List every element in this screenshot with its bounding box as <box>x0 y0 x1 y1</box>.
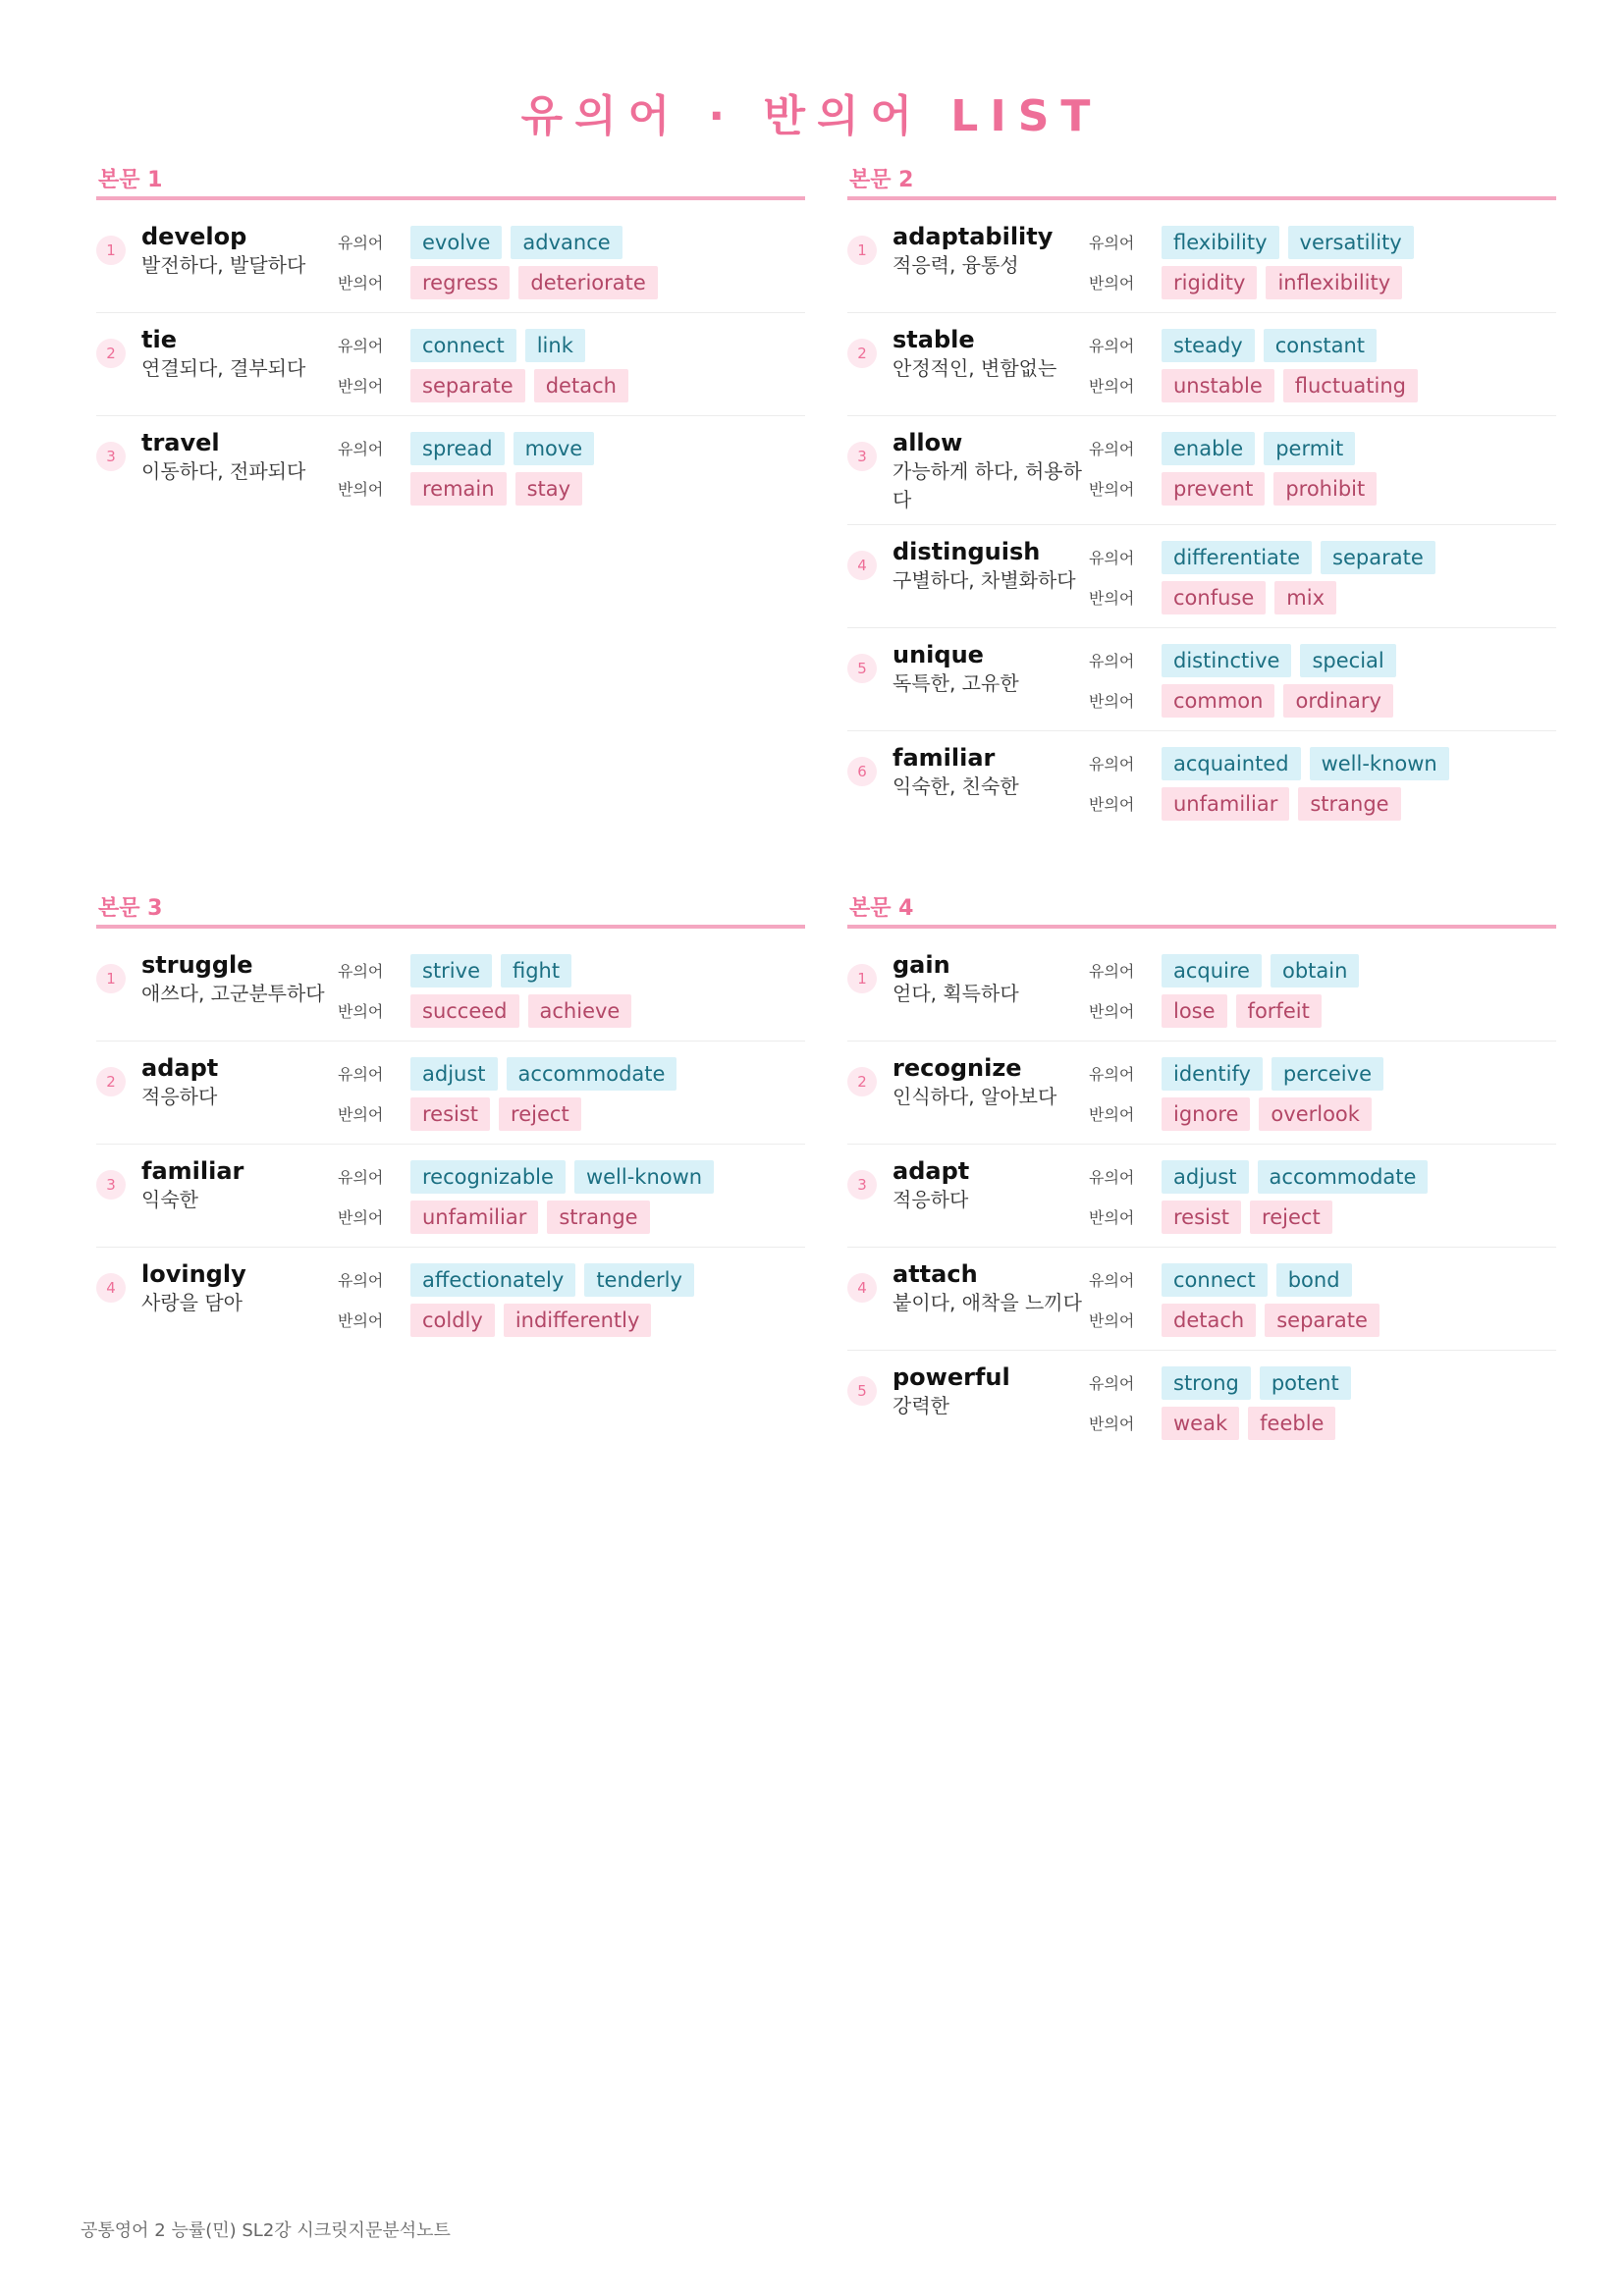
relations-column <box>1089 325 1556 405</box>
synonym-label: 유의어 <box>338 1271 384 1290</box>
vocab-entry <box>96 1041 805 1145</box>
antonym-chip: achieve <box>528 994 632 1028</box>
word-column <box>141 222 338 280</box>
word-column <box>893 950 1089 1008</box>
antonym-chip: lose <box>1162 994 1227 1028</box>
synonym-chip: constant <box>1264 329 1377 362</box>
vocab-word: distinguish <box>893 538 1041 565</box>
antonym-label: 반의어 <box>338 274 384 293</box>
antonym-chip: succeed <box>410 994 519 1028</box>
entry-number-badge: 1 <box>96 964 126 993</box>
antonym-chip: weak <box>1162 1407 1239 1440</box>
word-column <box>141 950 338 1008</box>
synonym-chip: bond <box>1276 1263 1352 1297</box>
section-1 <box>96 165 805 518</box>
word-column <box>893 325 1089 383</box>
synonym-chip: move <box>514 432 595 465</box>
synonym-chip: separate <box>1321 541 1435 574</box>
relations-column <box>1089 1156 1556 1237</box>
antonym-chip: indifferently <box>504 1304 652 1337</box>
antonym-chip: reject <box>499 1097 581 1131</box>
vocab-word: lovingly <box>141 1260 246 1288</box>
synonym-label: 유의어 <box>1089 652 1135 670</box>
vocab-entry <box>96 313 805 416</box>
vocab-entry <box>96 210 805 313</box>
synonym-label: 유의어 <box>1089 755 1135 774</box>
relations-column <box>1089 640 1556 721</box>
antonym-chip: resist <box>1162 1201 1241 1234</box>
relations-column <box>338 950 805 1031</box>
antonym-chip: common <box>1162 684 1274 718</box>
relations-column <box>1089 222 1556 302</box>
synonym-chip: connect <box>1162 1263 1268 1297</box>
synonym-chip: distinctive <box>1162 644 1291 677</box>
synonym-chip: enable <box>1162 432 1255 465</box>
synonym-label: 유의어 <box>338 962 384 981</box>
synonym-label: 유의어 <box>1089 234 1135 252</box>
synonym-chip: adjust <box>1162 1160 1249 1194</box>
synonym-label: 유의어 <box>1089 337 1135 355</box>
entry-number-badge: 4 <box>847 1273 877 1303</box>
antonym-row <box>1089 680 1556 721</box>
footer-text: 공통영어 2 능률(민) SL2강 시크릿지문분석노트 <box>81 2220 451 2241</box>
antonym-row <box>338 365 805 405</box>
vocab-word: stable <box>893 326 975 353</box>
antonym-label: 반의어 <box>1089 480 1135 499</box>
section-heading: 본문 2 <box>847 165 1556 200</box>
synonym-row <box>338 950 805 990</box>
antonym-row <box>338 1094 805 1134</box>
section-2 <box>847 165 1556 833</box>
synonym-chip: spread <box>410 432 505 465</box>
antonym-label: 반의어 <box>1089 274 1135 293</box>
entry-number-badge: 5 <box>847 654 877 683</box>
korean-meaning: 애쓰다, 고군분투하다 <box>141 982 325 1005</box>
entry-list <box>847 200 1556 833</box>
synonym-chip: affectionately <box>410 1263 575 1297</box>
synonym-row <box>1089 428 1556 468</box>
korean-meaning: 적응하다 <box>141 1085 218 1108</box>
word-column <box>893 743 1089 801</box>
entry-number-badge: 2 <box>847 339 877 368</box>
synonym-chip: strive <box>410 954 492 988</box>
vocab-word: familiar <box>893 744 996 772</box>
antonym-chip: resist <box>410 1097 490 1131</box>
antonym-row <box>1089 1197 1556 1237</box>
korean-meaning: 독특한, 고유한 <box>893 671 1019 695</box>
vocab-entry <box>96 1145 805 1248</box>
antonym-row <box>1089 577 1556 617</box>
relations-column <box>1089 950 1556 1031</box>
antonym-label: 반의어 <box>338 480 384 499</box>
synonym-chip: strong <box>1162 1366 1251 1400</box>
synonym-row <box>1089 325 1556 365</box>
synonym-chip: well-known <box>1310 747 1449 780</box>
section-4 <box>847 893 1556 1453</box>
synonym-chip: permit <box>1264 432 1355 465</box>
relations-column <box>1089 1053 1556 1134</box>
antonym-chip: mix <box>1274 581 1336 614</box>
entry-number-badge: 2 <box>847 1067 877 1096</box>
entry-number-badge: 2 <box>96 1067 126 1096</box>
synonym-row <box>1089 537 1556 577</box>
korean-meaning: 인식하다, 알아보다 <box>893 1085 1057 1108</box>
synonym-row <box>1089 1053 1556 1094</box>
entry-number-badge: 3 <box>96 1170 126 1200</box>
entry-number-badge: 3 <box>847 442 877 471</box>
synonym-chip: steady <box>1162 329 1255 362</box>
relations-column <box>338 222 805 302</box>
word-column <box>893 1259 1089 1317</box>
korean-meaning: 사랑을 담아 <box>141 1291 243 1314</box>
antonym-row <box>1089 1094 1556 1134</box>
vocab-entry <box>96 1248 805 1350</box>
synonym-label: 유의어 <box>338 440 384 458</box>
word-column <box>141 1259 338 1317</box>
korean-meaning: 이동하다, 전파되다 <box>141 459 306 483</box>
antonym-row <box>338 1300 805 1340</box>
relations-column <box>338 1053 805 1134</box>
synonym-label: 유의어 <box>338 1168 384 1187</box>
synonym-row <box>1089 1156 1556 1197</box>
synonym-chip: connect <box>410 329 516 362</box>
synonym-row <box>1089 743 1556 783</box>
synonym-label: 유의어 <box>1089 1168 1135 1187</box>
vocab-word: adapt <box>893 1157 970 1185</box>
synonym-chip: link <box>525 329 585 362</box>
entry-number-badge: 4 <box>847 551 877 580</box>
antonym-row <box>338 1197 805 1237</box>
word-column <box>893 1362 1089 1420</box>
synonym-chip: recognizable <box>410 1160 566 1194</box>
entry-number-badge: 3 <box>96 442 126 471</box>
korean-meaning: 강력한 <box>893 1394 949 1417</box>
vocab-entry <box>847 1248 1556 1351</box>
entry-number-badge: 2 <box>96 339 126 368</box>
synonym-chip: accommodate <box>507 1057 677 1091</box>
korean-meaning: 익숙한, 친숙한 <box>893 774 1019 798</box>
synonym-label: 유의어 <box>1089 1374 1135 1393</box>
korean-meaning: 가능하게 하다, 허용하다 <box>893 459 1082 511</box>
word-column <box>893 640 1089 698</box>
synonym-chip: accommodate <box>1258 1160 1429 1194</box>
antonym-chip: prohibit <box>1273 472 1377 506</box>
relations-column <box>1089 1259 1556 1340</box>
vocab-entry <box>847 1041 1556 1145</box>
relations-column <box>338 428 805 508</box>
entry-number-badge: 6 <box>847 757 877 786</box>
section-heading: 본문 1 <box>96 165 805 200</box>
synonym-chip: acquire <box>1162 954 1262 988</box>
antonym-chip: remain <box>410 472 507 506</box>
antonym-chip: separate <box>410 369 525 402</box>
word-column <box>141 428 338 486</box>
synonym-label: 유의어 <box>1089 1065 1135 1084</box>
antonym-chip: detach <box>1162 1304 1256 1337</box>
korean-meaning: 붙이다, 애착을 느끼다 <box>893 1291 1082 1314</box>
antonym-row <box>1089 262 1556 302</box>
synonym-row <box>338 1156 805 1197</box>
relations-column <box>1089 428 1556 508</box>
word-column <box>893 1053 1089 1111</box>
antonym-chip: unstable <box>1162 369 1274 402</box>
synonym-row <box>338 325 805 365</box>
entry-list <box>96 200 805 518</box>
antonym-chip: forfeit <box>1236 994 1322 1028</box>
synonym-row <box>338 1259 805 1300</box>
antonym-chip: stay <box>515 472 582 506</box>
entry-number-badge: 1 <box>847 236 877 265</box>
synonym-row <box>338 1053 805 1094</box>
antonym-chip: regress <box>410 266 510 299</box>
vocab-entry <box>847 938 1556 1041</box>
synonym-chip: potent <box>1260 1366 1351 1400</box>
antonym-row <box>338 990 805 1031</box>
word-column <box>141 1156 338 1214</box>
synonym-label: 유의어 <box>1089 962 1135 981</box>
synonym-chip: versatility <box>1288 226 1414 259</box>
relations-column <box>1089 537 1556 617</box>
antonym-label: 반의어 <box>1089 1002 1135 1021</box>
antonym-chip: feeble <box>1248 1407 1335 1440</box>
vocab-word: gain <box>893 951 950 979</box>
entry-number-badge: 1 <box>847 964 877 993</box>
antonym-chip: deteriorate <box>518 266 657 299</box>
synonym-chip: tenderly <box>584 1263 694 1297</box>
synonym-chip: identify <box>1162 1057 1263 1091</box>
vocab-word: tie <box>141 326 177 353</box>
synonym-chip: perceive <box>1271 1057 1383 1091</box>
antonym-row <box>1089 468 1556 508</box>
korean-meaning: 구별하다, 차별화하다 <box>893 568 1076 592</box>
antonym-label: 반의어 <box>338 1105 384 1124</box>
antonym-label: 반의어 <box>338 1208 384 1227</box>
vocab-word: attach <box>893 1260 978 1288</box>
synonym-label: 유의어 <box>338 1065 384 1084</box>
entry-number-badge: 4 <box>96 1273 126 1303</box>
relations-column <box>338 325 805 405</box>
antonym-row <box>1089 365 1556 405</box>
antonym-row <box>1089 990 1556 1031</box>
vocab-word: adapt <box>141 1054 219 1082</box>
relations-column <box>338 1259 805 1340</box>
antonym-label: 반의어 <box>338 377 384 396</box>
entry-list <box>96 929 805 1350</box>
vocab-word: powerful <box>893 1363 1010 1391</box>
vocab-word: familiar <box>141 1157 244 1185</box>
word-column <box>141 325 338 383</box>
synonym-chip: acquainted <box>1162 747 1301 780</box>
synonym-row <box>1089 222 1556 262</box>
vocab-entry <box>847 525 1556 628</box>
antonym-chip: ordinary <box>1283 684 1393 718</box>
synonym-chip: evolve <box>410 226 502 259</box>
vocab-entry <box>847 731 1556 833</box>
synonym-row <box>1089 1259 1556 1300</box>
synonym-label: 유의어 <box>1089 549 1135 567</box>
synonym-chip: advance <box>511 226 622 259</box>
korean-meaning: 연결되다, 결부되다 <box>141 356 306 380</box>
synonym-chip: fight <box>501 954 571 988</box>
antonym-row <box>1089 1300 1556 1340</box>
synonym-row <box>1089 1362 1556 1403</box>
antonym-chip: strange <box>547 1201 649 1234</box>
word-column <box>893 428 1089 514</box>
word-column <box>141 1053 338 1111</box>
antonym-label: 반의어 <box>1089 377 1135 396</box>
synonym-label: 유의어 <box>338 234 384 252</box>
entry-number-badge: 1 <box>96 236 126 265</box>
vocab-word: unique <box>893 641 984 668</box>
antonym-label: 반의어 <box>338 1002 384 1021</box>
antonym-chip: rigidity <box>1162 266 1257 299</box>
vocab-entry <box>847 416 1556 525</box>
antonym-chip: unfamiliar <box>410 1201 538 1234</box>
antonym-chip: detach <box>534 369 628 402</box>
vocab-word: develop <box>141 223 247 250</box>
korean-meaning: 발전하다, 발달하다 <box>141 253 306 277</box>
section-3 <box>96 893 805 1350</box>
synonym-row <box>1089 640 1556 680</box>
vocab-word: struggle <box>141 951 253 979</box>
korean-meaning: 적응하다 <box>893 1188 969 1211</box>
synonym-row <box>1089 950 1556 990</box>
antonym-chip: ignore <box>1162 1097 1250 1131</box>
korean-meaning: 적응력, 융통성 <box>893 253 1019 277</box>
antonym-label: 반의어 <box>1089 1208 1135 1227</box>
antonym-chip: overlook <box>1259 1097 1372 1131</box>
vocab-entry <box>847 628 1556 731</box>
relations-column <box>338 1156 805 1237</box>
vocab-entry <box>847 1145 1556 1248</box>
korean-meaning: 안정적인, 변함없는 <box>893 356 1057 380</box>
synonym-row <box>338 222 805 262</box>
synonym-label: 유의어 <box>338 337 384 355</box>
antonym-row <box>338 262 805 302</box>
entry-number-badge: 5 <box>847 1376 877 1406</box>
section-heading: 본문 4 <box>847 893 1556 929</box>
vocab-word: allow <box>893 429 963 456</box>
antonym-label: 반의어 <box>1089 692 1135 711</box>
antonym-label: 반의어 <box>1089 589 1135 608</box>
antonym-label: 반의어 <box>1089 1415 1135 1433</box>
antonym-chip: coldly <box>410 1304 495 1337</box>
page-title: 유의어 · 반의어 LIST <box>520 91 1103 141</box>
korean-meaning: 익숙한 <box>141 1188 198 1211</box>
relations-column <box>1089 1362 1556 1443</box>
korean-meaning: 얻다, 획득하다 <box>893 982 1019 1005</box>
entry-number-badge: 3 <box>847 1170 877 1200</box>
antonym-row <box>338 468 805 508</box>
synonym-chip: obtain <box>1271 954 1359 988</box>
vocab-entry <box>96 416 805 518</box>
antonym-label: 반의어 <box>1089 795 1135 814</box>
word-column <box>893 1156 1089 1214</box>
relations-column <box>1089 743 1556 824</box>
antonym-chip: strange <box>1298 787 1400 821</box>
antonym-chip: confuse <box>1162 581 1266 614</box>
vocab-entry <box>847 1351 1556 1453</box>
vocab-word: travel <box>141 429 220 456</box>
synonym-chip: flexibility <box>1162 226 1279 259</box>
vocab-entry <box>847 313 1556 416</box>
antonym-chip: reject <box>1250 1201 1332 1234</box>
antonym-chip: unfamiliar <box>1162 787 1289 821</box>
synonym-chip: adjust <box>410 1057 498 1091</box>
entry-list <box>847 929 1556 1453</box>
antonym-chip: separate <box>1265 1304 1380 1337</box>
antonym-chip: inflexibility <box>1266 266 1402 299</box>
vocab-word: recognize <box>893 1054 1022 1082</box>
antonym-label: 반의어 <box>1089 1311 1135 1330</box>
synonym-chip: special <box>1300 644 1395 677</box>
synonym-chip: differentiate <box>1162 541 1312 574</box>
antonym-chip: fluctuating <box>1283 369 1418 402</box>
word-column <box>893 222 1089 280</box>
antonym-chip: prevent <box>1162 472 1265 506</box>
vocab-word: adaptability <box>893 223 1054 250</box>
antonym-row <box>1089 1403 1556 1443</box>
antonym-label: 반의어 <box>338 1311 384 1330</box>
synonym-chip: well-known <box>574 1160 714 1194</box>
word-column <box>893 537 1089 595</box>
synonym-label: 유의어 <box>1089 1271 1135 1290</box>
vocab-entry <box>96 938 805 1041</box>
section-heading: 본문 3 <box>96 893 805 929</box>
synonym-label: 유의어 <box>1089 440 1135 458</box>
antonym-row <box>1089 783 1556 824</box>
vocab-entry <box>847 210 1556 313</box>
synonym-row <box>338 428 805 468</box>
antonym-label: 반의어 <box>1089 1105 1135 1124</box>
